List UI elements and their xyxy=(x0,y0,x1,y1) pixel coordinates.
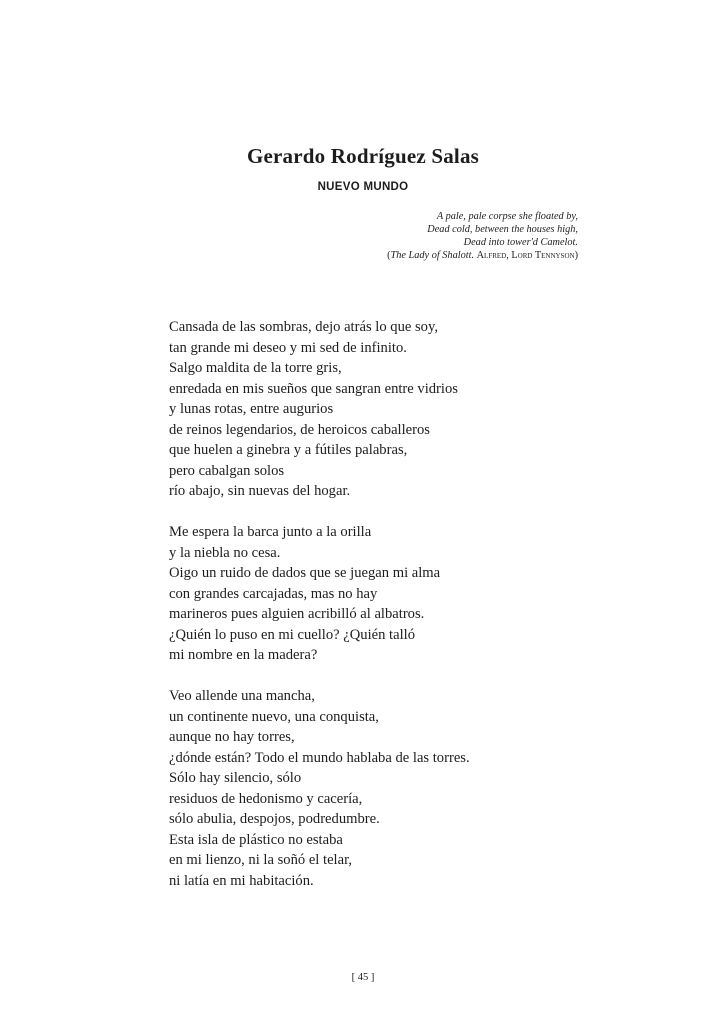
verse-line: Cansada de las sombras, dejo atrás lo que soy, xyxy=(169,319,438,335)
author-name: Gerardo Rodríguez Salas xyxy=(246,144,480,168)
verse-line: pero cabalgan solos xyxy=(169,462,285,479)
verse-line: residuos de hedonismo y cacería, xyxy=(169,790,363,807)
verse-line: Veo allende una mancha, xyxy=(169,688,315,704)
verse-line: que huelen a ginebra y a fútiles palabras, xyxy=(169,442,408,458)
verse-line: Me espera la barca junto a la orilla xyxy=(169,524,372,540)
epigraph-source-open: ( xyxy=(387,250,391,261)
verse-line: marineros pues alguien acribilló al albatros. xyxy=(169,606,425,622)
poem-title: NUEVO MUNDO xyxy=(317,181,409,193)
verse-line: y la niebla no cesa. xyxy=(169,544,281,561)
verse-line: con grandes carcajadas, mas no hay xyxy=(169,585,378,602)
stanza-3 xyxy=(169,686,589,891)
verse-line: Esta isla de plástico no estaba xyxy=(169,831,343,848)
verse-line: en mi lienzo, ni la soñó el telar, xyxy=(169,852,352,868)
verse-line: ¿dónde están? Todo el mundo hablaba de las torres. xyxy=(169,749,470,766)
stanza-1 xyxy=(169,317,589,502)
verse-line: ¿Quién lo puso en mi cuello? ¿Quién talló xyxy=(169,626,415,643)
verse-line: tan grande mi deseo y mi sed de infinito. xyxy=(169,339,407,356)
verse-line: Salgo maldita de la torre gris, xyxy=(169,360,342,376)
verse-line: río abajo, sin nuevas del hogar. xyxy=(169,483,351,499)
verse-line: mi nombre en la madera? xyxy=(169,647,318,663)
verse-line: de reinos legendarios, de heroicos caballeros xyxy=(169,421,430,438)
epigraph-source-author: Alfred, Lord Tennyson xyxy=(476,250,575,261)
verse-line: un continente nuevo, una conquista, xyxy=(169,708,379,725)
verse-line: enredada en mis sueños que sangran entre vidrios xyxy=(169,380,458,397)
verse-line: aunque no hay torres, xyxy=(169,729,295,745)
verse-line: ni latía en mi habitación. xyxy=(169,872,314,889)
epigraph xyxy=(278,210,578,262)
page-number: [ 45 ] xyxy=(351,972,375,983)
poem-body xyxy=(169,317,589,912)
epigraph-line: Dead cold, between the houses high, xyxy=(427,224,578,235)
verse-line: Sólo hay silencio, sólo xyxy=(169,770,302,786)
stanza-2 xyxy=(169,522,589,666)
epigraph-line: A pale, pale corpse she floated by, xyxy=(436,211,578,222)
verse-line: y lunas rotas, entre augurios xyxy=(169,401,334,417)
verse-line: sólo abulia, despojos, podredumbre. xyxy=(169,811,380,827)
epigraph-source xyxy=(278,249,578,262)
epigraph-line: Dead into tower'd Camelot. xyxy=(463,237,578,248)
epigraph-source-work: The Lady of Shalott. xyxy=(390,250,475,261)
verse-line: Oigo un ruido de dados que se juegan mi alma xyxy=(169,565,441,581)
epigraph-source-close: ) xyxy=(574,250,578,261)
